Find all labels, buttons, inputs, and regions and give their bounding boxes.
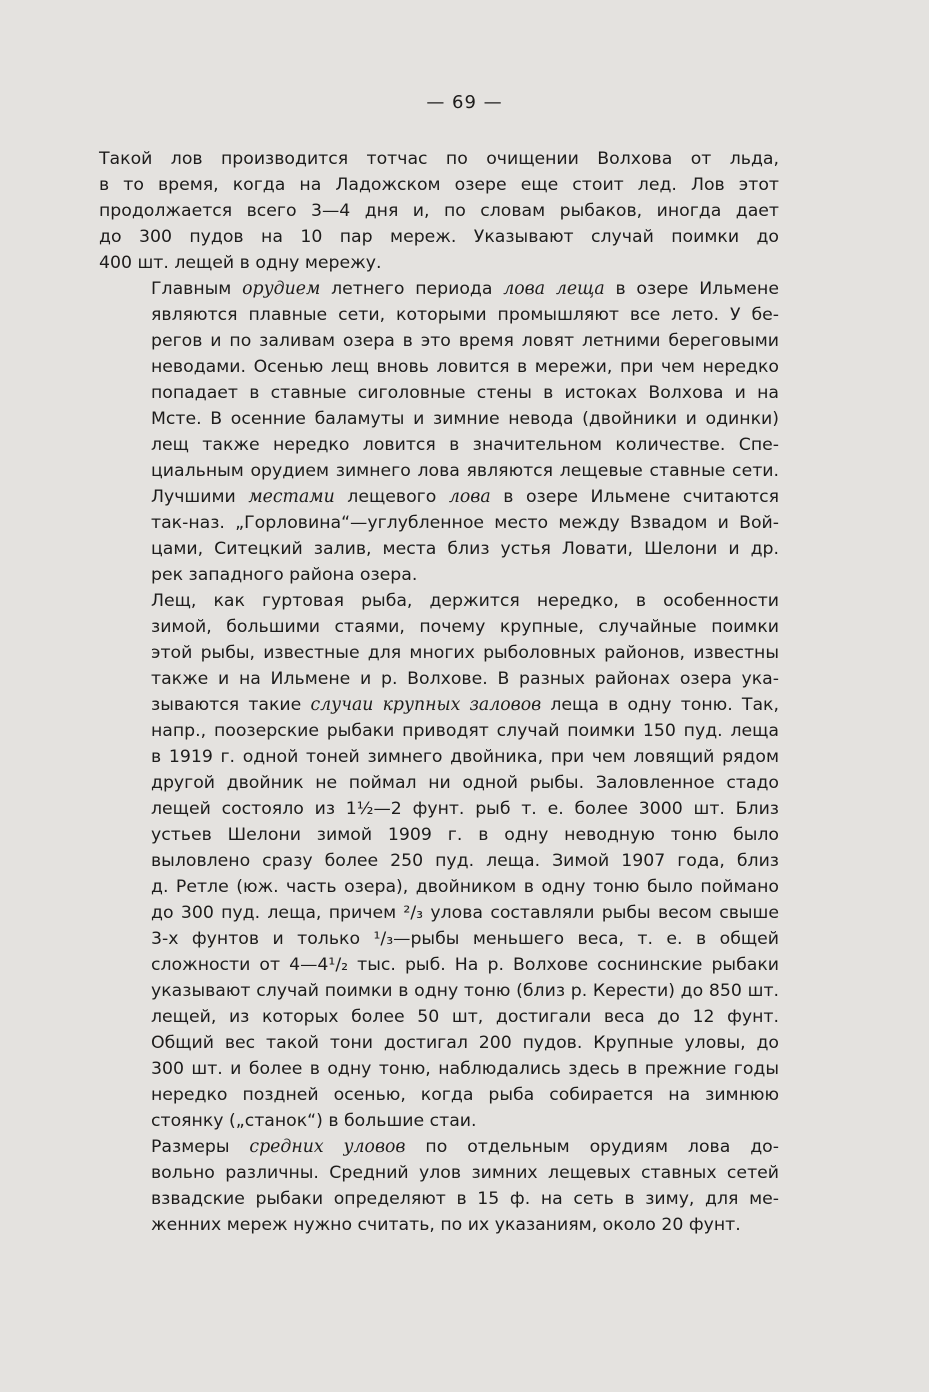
text-segment: в то время, когда на Ладожском озере еще стоит лед. Лов этот	[99, 175, 779, 195]
text-line	[99, 952, 779, 978]
text-segment: лещей состояло из 1½—2 фунт. рыб т. е. более 3000 шт. Близ	[151, 799, 779, 819]
text-segment: до 300 пудов на 10 пар мереж. Указывают случай поимки до	[99, 227, 779, 247]
text-segment: сложности от 4—4¹/₂ тыс. рыб. На р. Волхове соснинские рыбаки	[151, 955, 779, 975]
text-line	[99, 770, 779, 796]
body-text	[99, 146, 779, 1238]
text-segment: устьев Шелони зимой 1909 г. в одну неводную тоню было	[151, 825, 779, 845]
text-segment: по отдельным орудиям лова до-	[405, 1137, 779, 1157]
paragraph	[99, 276, 779, 588]
text-line	[99, 562, 779, 588]
text-segment: циальным орудием зимнего лова являются лещевые ставные сети.	[151, 461, 779, 481]
paragraph	[99, 146, 779, 276]
text-segment: лещевого	[334, 487, 449, 507]
emphasized-text: средних уловов	[249, 1137, 406, 1157]
text-line	[99, 198, 779, 224]
text-segment: Такой лов производится тотчас по очищении Волхова от льда,	[99, 149, 779, 169]
text-line	[99, 1186, 779, 1212]
text-segment: зываются такие	[151, 695, 311, 715]
text-segment: лещ также нередко ловится в значительном количестве. Спе-	[151, 435, 779, 455]
text-line	[99, 432, 779, 458]
text-segment: 300 шт. и более в одну тоню, наблюдались здесь в прежние годы	[151, 1059, 779, 1079]
text-line	[99, 666, 779, 692]
text-segment: указывают случай поимки в одну тоню (близ р. Керести) до 850 шт.	[151, 981, 779, 1001]
text-line	[99, 536, 779, 562]
text-segment: нередко поздней осенью, когда рыба собирается на зимнюю	[151, 1085, 779, 1105]
text-segment: зимой, большими стаями, почему крупные, случайные поимки	[151, 617, 779, 637]
text-line	[99, 874, 779, 900]
text-line	[99, 614, 779, 640]
text-line	[99, 458, 779, 484]
emphasized-text: местами	[248, 487, 335, 507]
text-segment: так-наз. „Горловина“—углубленное место между Взвадом и Вой-	[151, 513, 779, 533]
paragraph	[99, 588, 779, 1134]
text-line	[99, 1108, 779, 1134]
text-segment: Общий вес такой тони достигал 200 пудов. Крупные уловы, до	[151, 1033, 779, 1053]
text-segment: до 300 пуд. леща, причем ²/₃ улова составляли рыбы весом свыше	[151, 903, 779, 923]
text-line	[99, 692, 779, 718]
text-line	[99, 848, 779, 874]
text-segment: лещей, из которых более 50 шт, достигали веса до 12 фунт.	[151, 1007, 779, 1027]
emphasized-text: случаи крупных заловов	[310, 695, 542, 715]
text-line	[99, 1212, 779, 1238]
text-line	[99, 406, 779, 432]
text-segment: Лещ, как гуртовая рыба, держится нередко, в особенности	[151, 591, 779, 611]
text-segment: 400 шт. лещей в одну мережу.	[99, 253, 382, 273]
text-segment: летнего периода	[320, 279, 504, 299]
text-segment: 3-х фунтов и только ¹/₃—рыбы меньшего веса, т. е. в общей	[151, 929, 779, 949]
text-segment: Мсте. В осенние баламуты и зимние невода (двойники и одинки)	[151, 409, 779, 429]
text-segment: продолжается всего 3—4 дня и, по словам рыбаков, иногда дает	[99, 201, 779, 221]
text-line	[99, 510, 779, 536]
text-line	[99, 640, 779, 666]
text-segment: в 1919 г. одной тоней зимнего двойника, при чем ловящий рядом	[151, 747, 779, 767]
emphasized-text: лова леща	[503, 279, 605, 299]
text-segment: вольно различны. Средний улов зимних лещевых ставных сетей	[151, 1163, 779, 1183]
text-segment: рек западного района озера.	[151, 565, 418, 585]
text-line	[99, 328, 779, 354]
text-line	[99, 354, 779, 380]
text-line	[99, 1082, 779, 1108]
text-line	[99, 588, 779, 614]
text-line	[99, 146, 779, 172]
text-segment: в озере Ильмене считаются	[490, 487, 779, 507]
text-line	[99, 926, 779, 952]
text-line	[99, 224, 779, 250]
paragraph	[99, 1134, 779, 1238]
text-segment: женних мереж нужно считать, по их указаниям, около 20 фунт.	[151, 1215, 741, 1235]
page-number: — 69 —	[426, 92, 503, 113]
text-line	[99, 172, 779, 198]
emphasized-text: лова	[448, 487, 491, 507]
text-line	[99, 1134, 779, 1160]
emphasized-text: орудием	[242, 279, 321, 299]
text-segment: этой рыбы, известные для многих рыболовных районов, известны	[151, 643, 779, 663]
text-segment: взвадские рыбаки определяют в 15 ф. на сеть в зиму, для ме-	[151, 1189, 779, 1209]
text-line	[99, 822, 779, 848]
text-line	[99, 302, 779, 328]
text-segment: напр., поозерские рыбаки приводят случай поимки 150 пуд. леща	[151, 721, 779, 741]
text-segment: в озере Ильмене	[604, 279, 779, 299]
text-line	[99, 1160, 779, 1186]
text-segment: также и на Ильмене и р. Волхове. В разных районах озера ука-	[151, 669, 779, 689]
text-segment: цами, Ситецкий залив, места близ устья Ловати, Шелони и др.	[151, 539, 779, 559]
text-line	[99, 250, 779, 276]
text-line	[99, 744, 779, 770]
text-line	[99, 796, 779, 822]
text-line	[99, 484, 779, 510]
text-line	[99, 1004, 779, 1030]
text-segment: леща в одну тоню. Так,	[541, 695, 779, 715]
text-line	[99, 718, 779, 744]
text-line	[99, 380, 779, 406]
text-segment: стоянку („станок“) в большие стаи.	[151, 1111, 477, 1131]
text-segment: Лучшими	[151, 487, 249, 507]
text-line	[99, 978, 779, 1004]
text-segment: д. Ретле (юж. часть озера), двойником в одну тоню было поймано	[151, 877, 779, 897]
text-segment: Главным	[151, 279, 243, 299]
text-segment: являются плавные сети, которыми промышляют все лето. У бе-	[151, 305, 779, 325]
text-segment: регов и по заливам озера в это время ловят летними береговыми	[151, 331, 779, 351]
text-segment: попадает в ставные сиголовные стены в истоках Волхова и на	[151, 383, 779, 403]
text-segment: другой двойник не поймал ни одной рыбы. Заловленное стадо	[151, 773, 779, 793]
text-segment: выловлено сразу более 250 пуд. леща. Зимой 1907 года, близ	[151, 851, 779, 871]
text-line	[99, 1056, 779, 1082]
text-line	[99, 1030, 779, 1056]
text-line	[99, 900, 779, 926]
text-segment: Размеры	[151, 1137, 250, 1157]
text-segment: неводами. Осенью лещ вновь ловится в мережи, при чем нередко	[151, 357, 779, 377]
text-line	[99, 276, 779, 302]
